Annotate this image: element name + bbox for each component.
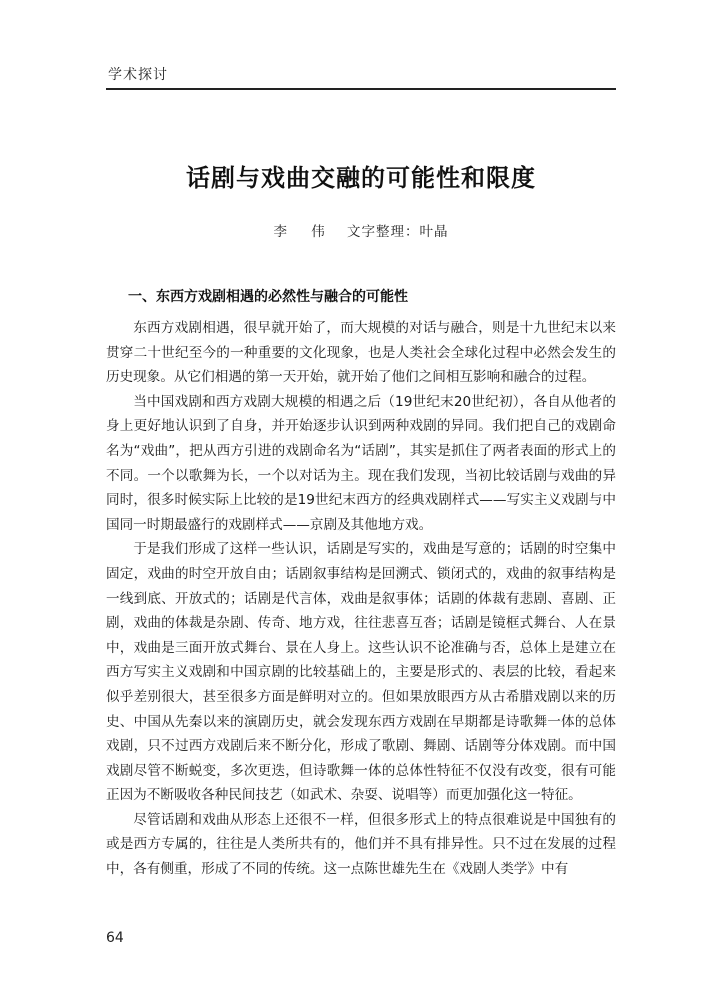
paragraph: 当中国戏剧和西方戏剧大规模的相遇之后（19世纪末20世纪初），各自从他者的身上更好地认识到了自身，并开始逐步认识到两种戏剧的异同。我们把自己的戏剧命名为“戏曲”，把从西方引进的戏剧命名为“话剧”，其实是抓住了两者表面的形式上的不同。一个以歌舞为长，一个以对话为主。现在我们发现，当初比较话剧与戏曲的异同时，很多时候实际上比较的是19世纪末西方的经典戏剧样式——写实主义戏剧与中国同一时期最盛行的戏剧样式——京剧及其他地方戏。	[106, 393, 616, 533]
paragraph: 于是我们形成了这样一些认识，话剧是写实的，戏曲是写意的；话剧的时空集中固定，戏曲的时空开放自由；话剧叙事结构是回溯式、锁闭式的，戏曲的叙事结构是一线到底、开放式的；话剧是代言体，戏曲是叙事体；话剧的体裁有悲剧、喜剧、正剧，戏曲的体裁是杂剧、传奇、地方戏，往往悲喜互沓；话剧是镜框式舞台、人在景中，戏曲是三面开放式舞台、景在人身上。这些认识不论准确与否，总体上是建立在西方写实主义戏剧和中国京剧的比较基础上的，主要是形式的、表层的比较，看起来似乎差别很大，甚至很多方面是鲜明对立的。但如果放眼西方从古希腊戏剧以来的历史、中国从先秦以来的演剧历史，就会发现东西方戏剧在早期都是诗歌舞一体的总体戏剧，只不过西方戏剧后来不断分化，形成了歌剧、舞剧、话剧等分体戏剧。而中国戏剧尽管不断蜕变，多次更迭，但诗歌舞一体的总体性特征不仅没有改变，很有可能正因为不断吸收各种民间技艺（如武术、杂耍、说唱等）而更加强化这一特征。	[106, 541, 616, 804]
page-number: 64	[106, 930, 124, 946]
paragraph: 尽管话剧和戏曲从形态上还很不一样，但很多形式上的特点很难说是中国独有的或是西方专属的，往往是人类所共有的，他们并不具有排异性。只不过在发展的过程中，各有侧重，形成了不同的传统。这一点陈世雄先生在《戏剧人类学》中有	[106, 811, 616, 878]
article-title: 话剧与戏曲交融的可能性和限度	[186, 164, 536, 192]
running-header-label: 学术探讨	[108, 67, 168, 83]
editor-credit: 文字整理：叶晶	[347, 224, 449, 240]
body-text	[106, 316, 616, 882]
header-divider	[106, 88, 616, 90]
author-name: 李 伟	[273, 224, 335, 240]
byline	[106, 220, 616, 240]
section-heading: 一、东西方戏剧相遇的必然性与融合的可能性	[128, 289, 408, 305]
paragraph: 东西方戏剧相遇，很早就开始了，而大规模的对话与融合，则是十九世纪末以来贯穿二十世纪至今的一种重要的文化现象，也是人类社会全球化过程中必然会发生的历史现象。从它们相遇的第一天开始，就开始了他们之间相互影响和融合的过程。	[106, 320, 616, 386]
